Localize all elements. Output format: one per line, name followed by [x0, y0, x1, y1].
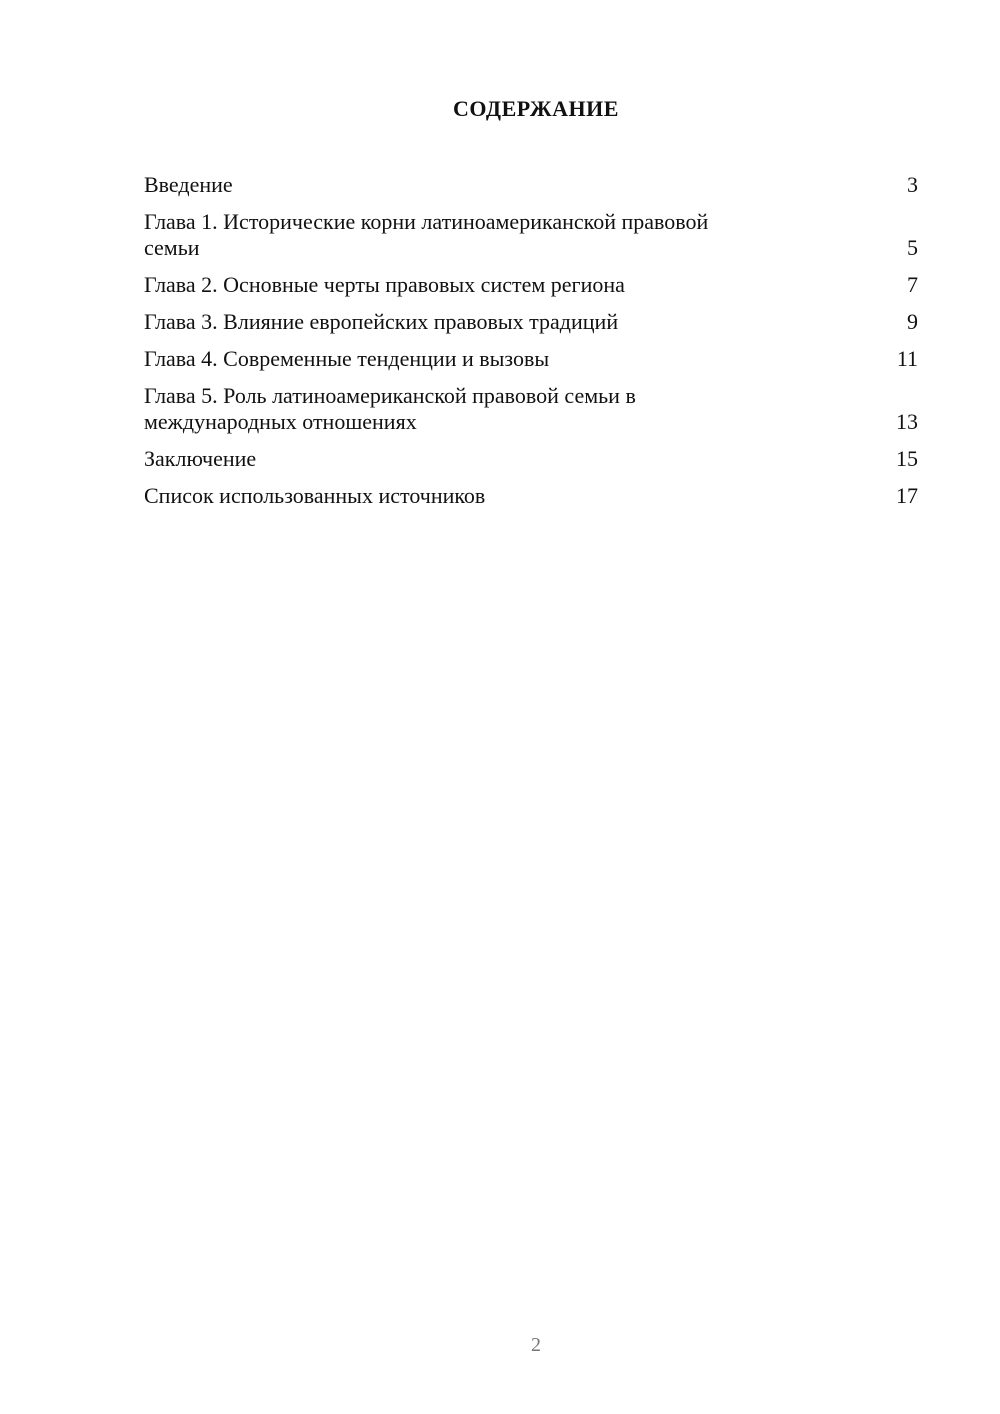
toc-entry-chapter-2: [144, 272, 918, 298]
toc-entry-chapter-4: [144, 346, 918, 372]
toc-entry-conclusion: [144, 446, 918, 472]
toc-entry-title: Заключение: [144, 446, 257, 471]
page-number: 2: [531, 1334, 541, 1356]
toc-entry-page-number: 17: [896, 483, 918, 508]
toc-entry-chapter-5: [144, 383, 918, 435]
toc-entry-page-number: 5: [907, 235, 918, 260]
table-of-contents: [144, 172, 918, 520]
toc-entry-title: Глава 4. Современные тенденции и вызовы: [144, 346, 550, 371]
toc-entry-page-number: 9: [907, 309, 918, 334]
toc-entry-page-number: 15: [896, 446, 918, 471]
toc-entry-page-number: 7: [907, 272, 918, 297]
toc-entry-title: Глава 1. Исторические корни латиноамериканской правовой семьи: [144, 209, 709, 260]
toc-entry-introduction: [144, 172, 918, 198]
toc-entry-page-number: 3: [907, 172, 918, 197]
toc-entry-page-number: 11: [896, 346, 918, 371]
toc-entry-title: Глава 2. Основные черты правовых систем региона: [144, 272, 625, 297]
page-title: СОДЕРЖАНИЕ: [453, 96, 619, 121]
toc-entry-title: Глава 3. Влияние европейских правовых традиций: [144, 309, 619, 334]
toc-entry-chapter-3: [144, 309, 918, 335]
toc-entry-title: Введение: [144, 172, 233, 197]
toc-entry-chapter-1: [144, 209, 918, 261]
toc-entry-title: Глава 5. Роль латиноамериканской правовой семьи в международных отношениях: [144, 383, 636, 434]
toc-entry-references: [144, 483, 918, 509]
toc-entry-page-number: 13: [896, 409, 918, 434]
toc-entry-title: Список использованных источников: [144, 483, 486, 508]
